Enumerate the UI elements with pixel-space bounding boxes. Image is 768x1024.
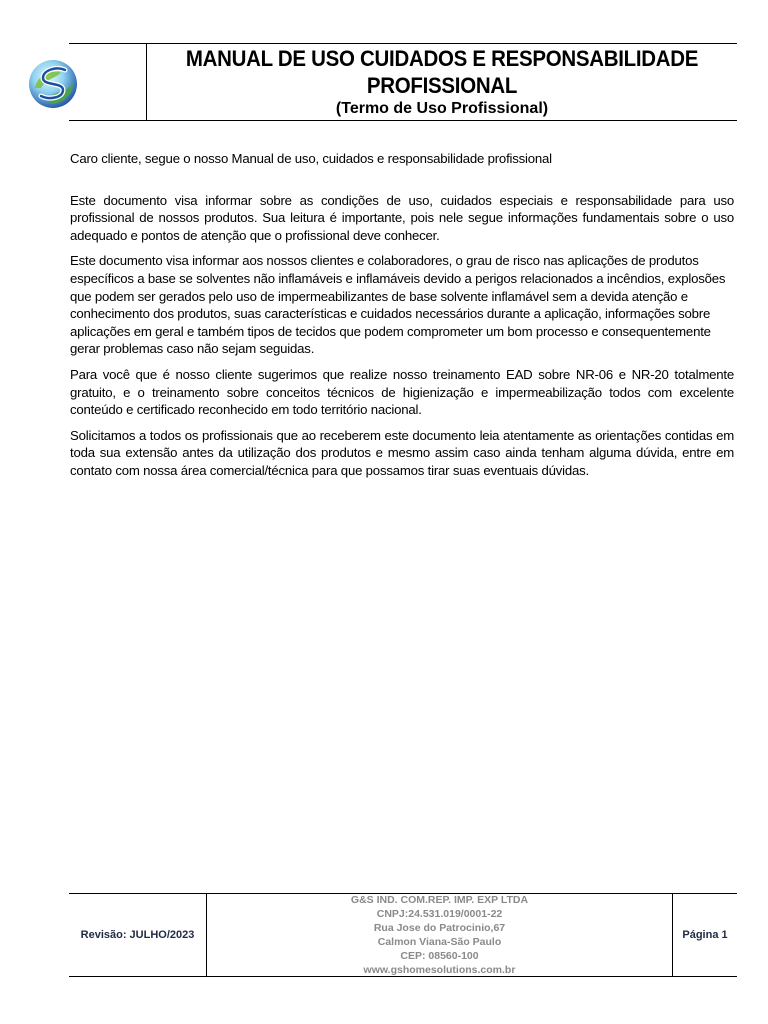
document-header: [69, 43, 737, 121]
document-subtitle: (Termo de Uso Profissional): [335, 100, 549, 117]
header-title-cell: [147, 44, 737, 121]
document-footer: [69, 893, 737, 977]
company-street: Rua Jose do Patrocinio,67: [373, 922, 506, 934]
paragraph-risk: Este documento visa informar aos nossos clientes e colaboradores, o grau de risco nas aplicações de produtos específicos a base se solventes não inflamáveis e inflamáveis devido a perigos relacionados a incêndios, explosões que podem ser gerados pelo uso de impermeabilizantes de base solvente inflamável sem a devida atenção e conhecimento dos produtos, suas características e cuidados necessários durante a aplicação, informações sobre aplicações em geral e também tipos de tecidos que podem comprometer um bom processo e consequentemente gerar problemas caso não sejam seguidas.: [70, 253, 726, 357]
document-title: MANUAL DE USO CUIDADOS E RESPONSABILIDADE PROFISSIONAL: [185, 46, 699, 98]
document-body: [70, 150, 734, 488]
page-number: Página 1: [682, 929, 728, 941]
greeting-text: Caro cliente, segue o nosso Manual de uso, cuidados e responsabilidade profissional: [70, 151, 552, 166]
revision-label: Revisão: JULHO/2023: [69, 894, 207, 976]
paragraph-purpose: Este documento visa informar sobre as condições de uso, cuidados especiais e responsabilidade para uso profissional de nossos produtos. Sua leitura é importante, pois nele segue informações fundamentais sobre o uso adequado e pontos de atenção que o profissional deve conhecer.: [70, 192, 734, 243]
paragraph-training: Para você que é nosso cliente sugerimos que realize nosso treinamento EAD sobre NR-06 e NR-20 totalmente gratuito, e o treinamento sobre conceitos técnicos de higienização e impermeabilização todos com excelente conteúdo e certificado reconhecido em todo território nacional.: [70, 366, 734, 418]
company-name: G&S IND. COM.REP. IMP. EXP LTDA: [350, 894, 529, 906]
company-website: www.gshomesolutions.com.br: [363, 964, 516, 976]
gs-globe-logo-icon: [27, 58, 79, 110]
header-logo-cell: [69, 44, 147, 121]
company-cnpj: CNPJ:24.531.019/0001-22: [376, 908, 503, 920]
company-cep: CEP: 08560-100: [400, 950, 479, 962]
paragraph-request: Solicitamos a todos os profissionais que ao receberem este documento leia atentamente as orientações contidas em toda sua extensão antes da utilização dos produtos e mesmo assim caso ainda tenham alguma dúvida, entre em contato com nossa área comercial/técnica para que possamos tirar suas eventuais dúvidas.: [70, 427, 734, 478]
company-city: Calmon Viana-São Paulo: [377, 936, 502, 948]
company-info: [207, 894, 673, 976]
